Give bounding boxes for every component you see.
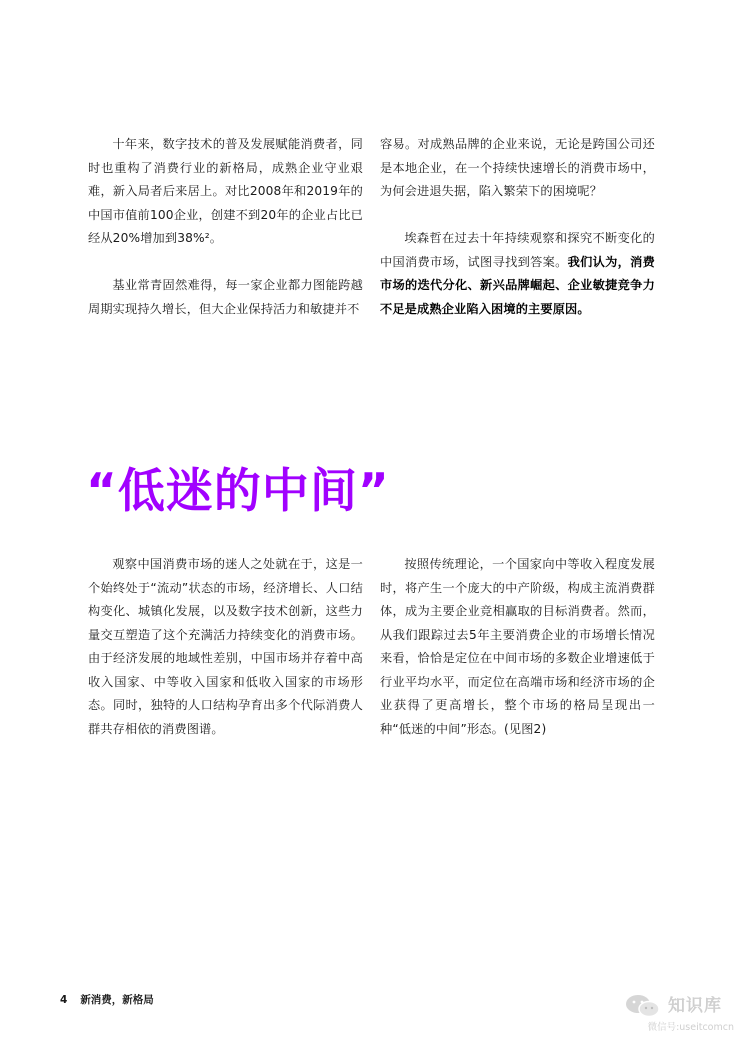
page-number: 4 [60,994,68,1006]
section-column-left [88,553,363,741]
page-footer [60,992,154,1007]
wechat-icon [624,994,664,1018]
watermark [624,990,734,1040]
intro-paragraph-3-text: 埃森哲在过去十年持续观察和探究不断变化的中国消费市场，试图寻找到答案。 [380,231,655,269]
watermark-title: 知识库 [668,996,722,1016]
intro-paragraph-1: 十年来，数字技术的普及发展赋能消费者，同时也重构了消费行业的新格局，成熟企业守业艰难，新入局者后来居上。对比2008年和2019年的中国市值前100企业，创建不到20年的企业占比已经从20%增加到38%²。 [88,137,363,245]
intro-column-right [380,133,655,321]
intro-column-left [88,133,363,321]
section-heading: “低迷的中间” [86,464,390,519]
section-paragraph-2: 按照传统理论，一个国家向中等收入程度发展时，将产生一个庞大的中产阶级，构成主流消费群体，成为主要企业竞相赢取的目标消费者。然而，从我们跟踪过去5年主要消费企业的市场增长情况来看，恰恰是定位在中间市场的多数企业增速低于行业平均水平，而定位在高端市场和经济市场的企业获得了更高增长，整个市场的格局呈现出一种“低迷的中间”形态。(见图2) [380,557,655,736]
section-column-right [380,553,655,741]
watermark-subtitle: 微信号:useitcomcn [647,1022,734,1033]
section-paragraph-1: 观察中国消费市场的迷人之处就在于，这是一个始终处于“流动”状态的市场，经济增长、人口结构变化、城镇化发展，以及数字技术创新，这些力量交互塑造了这个充满活力持续变化的消费市场。由于经济发展的地域性差别，中国市场并存着中高收入国家、中等收入国家和低收入国家的市场形态。同时，独特的人口结构孕育出多个代际消费人群共存相依的消费图谱。 [88,557,363,736]
intro-key-finding: 我们认为，消费市场的迭代分化、新兴品牌崛起、企业敏捷竞争力不足是成熟企业陷入困境的主要原因。 [380,254,655,316]
publication-title: 新消费，新格局 [80,994,154,1006]
intro-paragraph-3 [380,227,655,321]
intro-paragraph-2: 基业常青固然难得，每一家企业都力图能跨越周期实现持久增长，但大企业保持活力和敏捷并不 [88,278,363,316]
intro-paragraph-2-continued: 容易。对成熟品牌的企业来说，无论是跨国公司还是本地企业，在一个持续快速增长的消费市场中，为何会进退失据，陷入繁荣下的困境呢？ [380,137,655,198]
